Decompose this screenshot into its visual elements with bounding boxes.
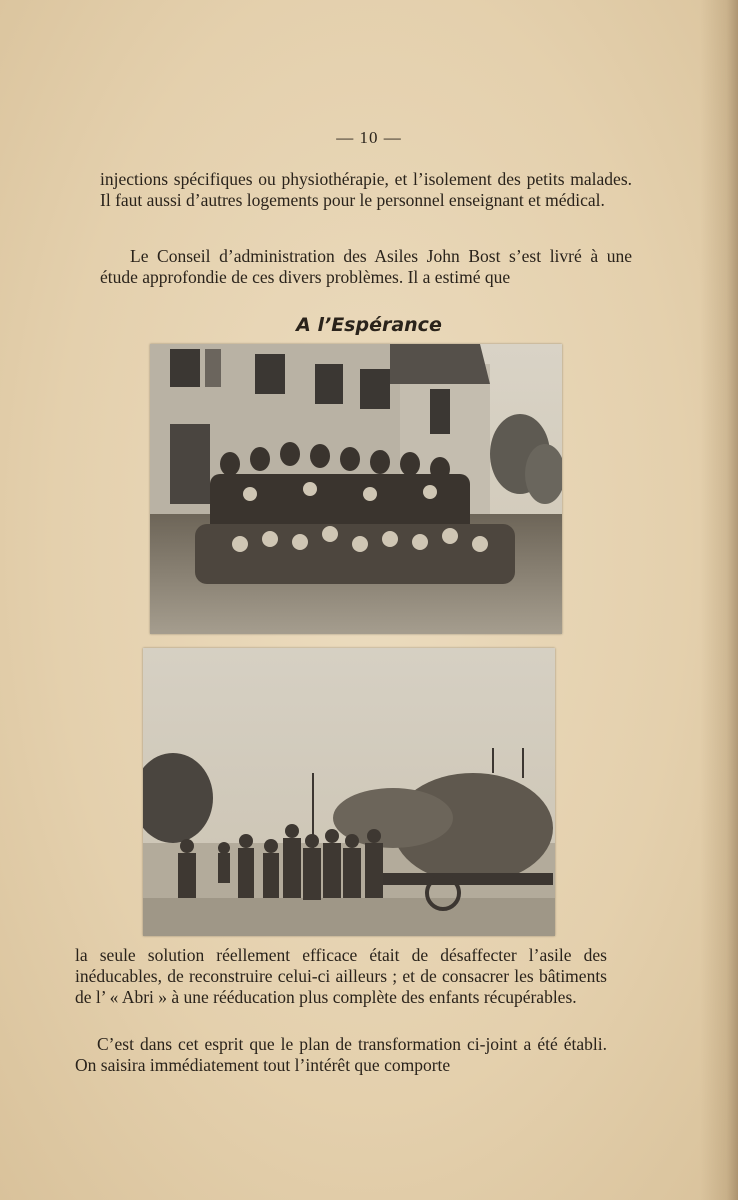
haywagon-photo xyxy=(143,648,555,936)
group-photo xyxy=(150,344,562,634)
haywagon-photo-image xyxy=(143,648,555,936)
photo-caption: A l’Espérance xyxy=(296,314,442,336)
page-shadow xyxy=(700,0,738,1200)
paragraph-1: injections spécifiques ou physiothérapie, et l’isolement des petits malades. Il faut aussi d’autres logements pour le personnel enseignant et médical. xyxy=(100,169,632,210)
group-photo-image xyxy=(150,344,562,634)
page-number: — 10 — xyxy=(336,128,402,147)
paragraph-3: la seule solution réellement efficace était de désaffecter l’asile des inéducables, de reconstruire celui-ci ailleurs ; et de consacrer les bâtiments de l’ « Abri » à une rééducation plus complète des enfants récupérables. xyxy=(75,945,607,1007)
paragraph-2: Le Conseil d’administration des Asiles John Bost s’est livré à une étude approfondie de ces divers problèmes. Il a estimé que xyxy=(100,246,632,287)
paragraph-4: C’est dans cet esprit que le plan de transformation ci-joint a été établi. On saisira immédiatement tout l’intérêt que comporte xyxy=(75,1034,607,1075)
